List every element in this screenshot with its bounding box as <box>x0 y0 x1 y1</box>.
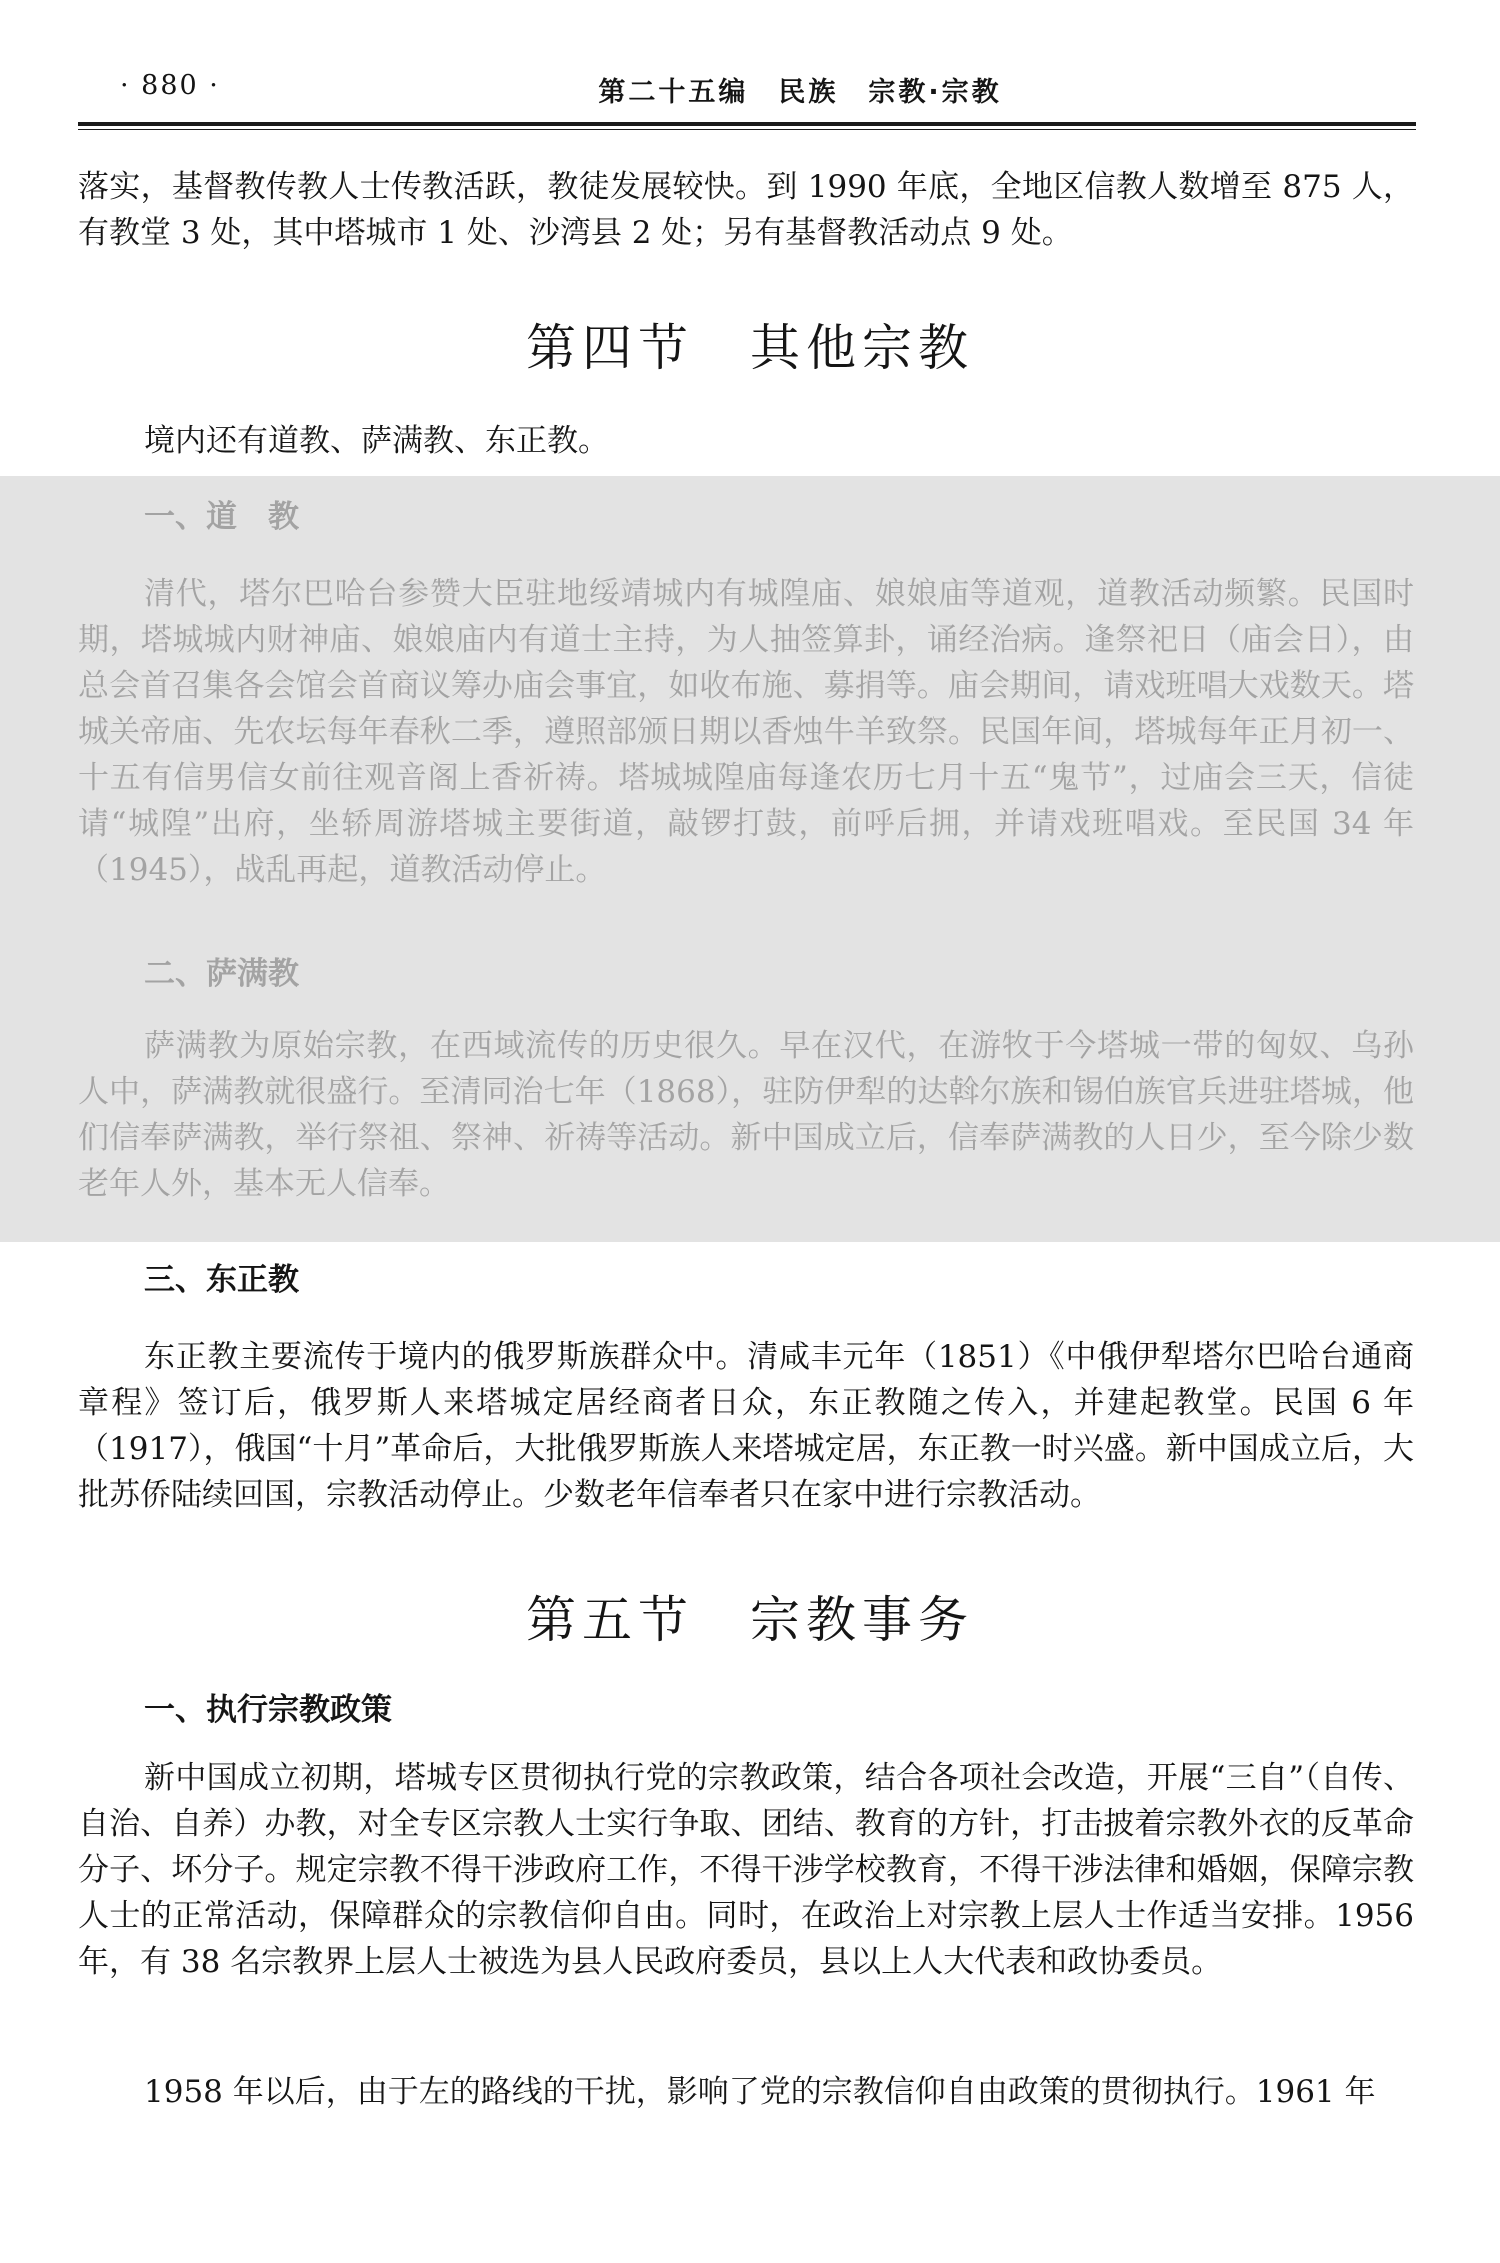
section4-intro: 境内还有道教、萨满教、东正教。 <box>144 423 609 459</box>
running-header <box>0 70 1500 118</box>
intro-paragraph: 落实，基督教传教人士传教活跃，教徒发展较快。到 1990 年底，全地区信教人数增至 875 人，有教堂 3 处，其中塔城市 1 处、沙湾县 2 处；另有基督教活动点 9 处。 <box>78 169 1414 251</box>
taoism-heading: 一、道 教 <box>144 499 299 535</box>
orthodox-heading: 三、东正教 <box>144 1262 299 1298</box>
policy-paragraph-2: 1958 年以后，由于左的路线的干扰，影响了党的宗教信仰自由政策的贯彻执行。1961 年 <box>144 2074 1376 2110</box>
header-rule-thick <box>78 122 1416 126</box>
policy-heading: 一、执行宗教政策 <box>144 1692 392 1728</box>
page-number: · 880 · <box>120 70 220 101</box>
header-title: 第二十五编 民族 宗教·宗教 <box>598 77 1002 108</box>
orthodox-body: 东正教主要流传于境内的俄罗斯族群众中。清咸丰元年（1851）《中俄伊犁塔尔巴哈台通商章程》签订后，俄罗斯人来塔城定居经商者日众，东正教随之传入，并建起教堂。民国 6 年（1917），俄国“十月”革命后，大批俄罗斯族人来塔城定居，东正教一时兴盛。新中国成立后，大批苏侨陆续回国，宗教活动停止。少数老年信奉者只在家中进行宗教活动。 <box>78 1339 1414 1513</box>
shamanism-heading: 二、萨满教 <box>144 956 299 992</box>
policy-paragraph-1: 新中国成立初期，塔城专区贯彻执行党的宗教政策，结合各项社会改造，开展“三自”（自传、自治、自养）办教，对全专区宗教人士实行争取、团结、教育的方针，打击披着宗教外衣的反革命分子、坏分子。规定宗教不得干涉政府工作，不得干涉学校教育，不得干涉法律和婚姻，保障宗教人士的正常活动，保障群众的宗教信仰自由。同时，在政治上对宗教上层人士作适当安排。1956 年，有 38 名宗教界上层人士被选为县人民政府委员，县以上人大代表和政协委员。 <box>78 1760 1414 1980</box>
section5-heading: 第五节 宗教事务 <box>526 1591 974 1649</box>
shamanism-body: 萨满教为原始宗教，在西域流传的历史很久。早在汉代，在游牧于今塔城一带的匈奴、乌孙人中，萨满教就很盛行。至清同治七年（1868），驻防伊犁的达斡尔族和锡伯族官兵进驻塔城，他们信奉萨满教，举行祭祖、祭神、祈祷等活动。新中国成立后，信奉萨满教的人日少，至今除少数老年人外，基本无人信奉。 <box>78 1028 1414 1202</box>
taoism-body: 清代，塔尔巴哈台参赞大臣驻地绥靖城内有城隍庙、娘娘庙等道观，道教活动频繁。民国时期，塔城城内财神庙、娘娘庙内有道士主持，为人抽签算卦，诵经治病。逢祭祀日（庙会日），由总会首召集各会馆会首商议筹办庙会事宜，如收布施、募捐等。庙会期间，请戏班唱大戏数天。塔城关帝庙、先农坛每年春秋二季，遵照部颁日期以香烛牛羊致祭。民国年间，塔城每年正月初一、十五有信男信女前往观音阁上香祈祷。塔城城隍庙每逢农历七月十五“鬼节”，过庙会三天，信徒请“城隍”出府，坐轿周游塔城主要街道，敲锣打鼓，前呼后拥，并请戏班唱戏。至民国 34 年（1945），战乱再起，道教活动停止。 <box>78 576 1414 888</box>
header-rule-thin <box>78 129 1416 130</box>
section4-heading: 第四节 其他宗教 <box>526 319 974 377</box>
